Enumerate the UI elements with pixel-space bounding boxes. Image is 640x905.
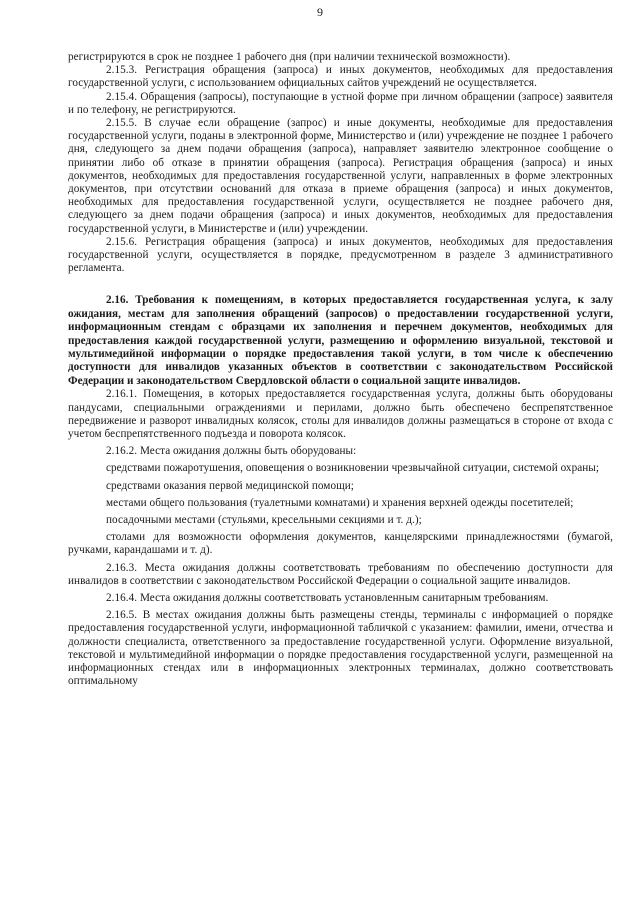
paragraph-2-16-5: 2.16.5. В местах ожидания должны быть размещены стенды, терминалы с информацией о порядке предоставления государственной услуги, информационной табличкой с указанием: фамилии, имени, отчества и должности специалиста, ответственного за предоставление государственной услуги. Оформление визуальной, текстовой и мультимедийной информации о порядке предоставления государственной услуги, размещенной на информационных стендах или в информационных электронных терминалах, должно соответствовать оптимальному	[68, 609, 613, 688]
paragraph-2-16-3: 2.16.3. Места ожидания должны соответствовать требованиям по обеспечению доступности для инвалидов в соответствии с законодательством Российской Федерации о социальной защите инвалидов.	[68, 561, 613, 587]
paragraph-2-16-1: 2.16.1. Помещения, в которых предоставляется государственная услуга, должны быть оборудованы пандусами, специальными ограждениями и перилами, должно быть обеспечено беспрепятственное передвижение и разворот инвалидных колясок, столы для инвалидов должны размещаться в стороне от входа с учетом беспрепятственного подъезда и поворота колясок.	[68, 388, 613, 440]
list-item: столами для возможности оформления документов, канцелярскими принадлежностями (бумагой, ручками, карандашами и т. д).	[68, 531, 613, 557]
paragraph-2-16-4: 2.16.4. Места ожидания должны соответствовать установленным санитарным требованиям.	[106, 591, 549, 604]
document-body	[68, 51, 613, 688]
paragraph-2-15-5: 2.15.5. В случае если обращение (запрос) и иные документы, необходимые для предоставления государственной услуги, поданы в электронной форме, Министерство и (или) учреждение не позднее 1 рабочего дня, следующего за днем подачи обращения (запроса), направляет заявителю электронное сообщение о принятии либо об отказе в принятии обращения (запроса). Регистрация обращения (запроса) и иных документов, необходимых для предоставления государственной услуги, направленных в форме электронных документов, при отсутствии оснований для отказа в приеме обращения (запроса) и иных документов, необходимых для предоставления государственной услуги, осуществляется не позднее рабочего дня, следующего за днем подачи обращения (запроса) и иных документов, необходимых для предоставления государственной услуги, в Министерстве и (или) учреждении.	[68, 117, 613, 235]
paragraph-continuation: регистрируются в срок не позднее 1 рабочего дня (при наличии технической возможности).	[68, 51, 511, 63]
paragraph-2-15-6: 2.15.6. Регистрация обращения (запроса) и иных документов, необходимых для предоставления государственной услуги, осуществляется в порядке, предусмотренном в разделе 3 административного регламента.	[68, 235, 613, 275]
list-item: местами общего пользования (туалетными комнатами) и хранения верхней одежды посетителей;	[106, 496, 574, 509]
section-heading-2-16: 2.16. Требования к помещениям, в которых предоставляется государственная услуга, к залу ожидания, местам для заполнения обращений (запросов) о предоставлении государственной услуги, информационным стендам с образцами их заполнения и перечнем документов, необходимых для предоставления каждой государственной услуги, размещению и оформлению визуальной, текстовой и мультимедийной информации о порядке предоставления такой услуги, в том числе к обеспечению доступности для инвалидов указанных объектов в соответствии с законодательством Российской Федерации и законодательством Свердловской области о социальной защите инвалидов.	[68, 294, 613, 387]
list-item: средствами оказания первой медицинской помощи;	[106, 479, 354, 492]
list-item: средствами пожаротушения, оповещения о возникновении чрезвычайной ситуации, системой охраны;	[106, 462, 600, 475]
paragraph-2-16-2: 2.16.2. Места ожидания должны быть оборудованы:	[106, 445, 357, 458]
paragraph-2-15-3: 2.15.3. Регистрация обращения (запроса) и иных документов, необходимых для предоставления государственной услуги, с использованием официальных сайтов учреждений не осуществляется.	[68, 64, 613, 90]
page-number: 9	[317, 5, 323, 19]
list-item: посадочными местами (стульями, кресельными секциями и т. д.);	[106, 513, 422, 526]
paragraph-2-15-4: 2.15.4. Обращения (запросы), поступающие в устной форме при личном обращении (запросе) заявителя и по телефону, не регистрируются.	[68, 90, 613, 116]
